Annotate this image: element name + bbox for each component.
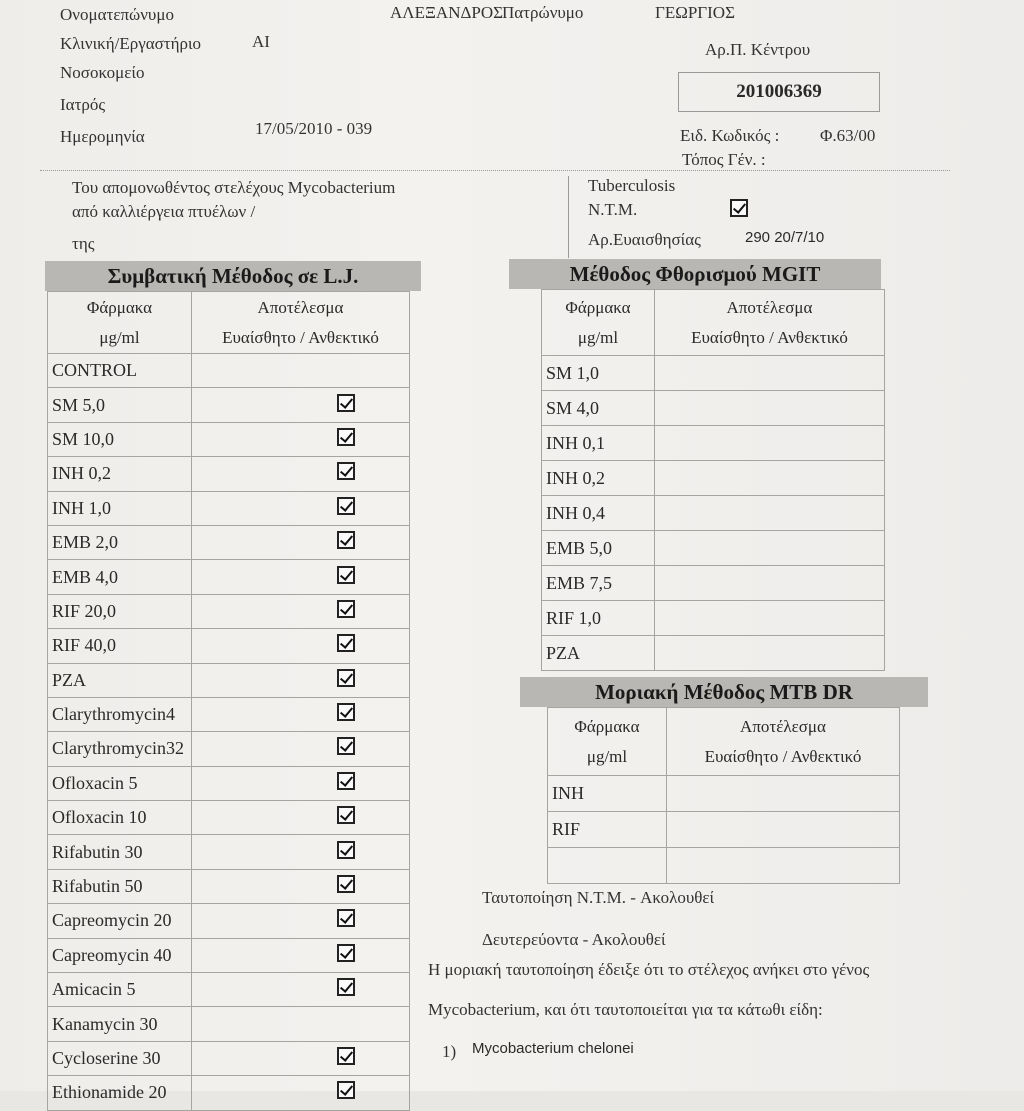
lj-drug-cell: [48, 422, 192, 456]
father-name-value: ΓΕΩΡΓΙΟΣ: [655, 3, 735, 22]
lj-result-cell: [192, 491, 410, 525]
lj-drug-label: Clarythromycin32: [52, 738, 184, 759]
lj-drug-label: Ofloxacin 5: [52, 772, 138, 793]
lj-result-cell: [192, 422, 410, 456]
lj-drug-label: INH 1,0: [52, 497, 111, 518]
lj-table-row: [48, 1076, 410, 1110]
molecular-note-line-1: Η μοριακή ταυτοποίηση έδειξε ότι το στέλεχος ανήκει στο γένος: [428, 960, 870, 979]
checked-box-icon: [337, 737, 355, 755]
place-label: Τόπος Γέν. :: [682, 150, 766, 169]
mgit-table-row: [542, 496, 885, 531]
mtb-col-drug-header: [548, 708, 667, 776]
lj-drug-label: Ethionamide 20: [52, 1082, 167, 1103]
lj-drug-cell: [48, 525, 192, 559]
lj-table-row: [48, 422, 410, 456]
lj-drug-cell: [48, 938, 192, 972]
lj-drug-cell: [48, 766, 192, 800]
mtb-col-result-options: Ευαίσθητο / Ανθεκτικό: [704, 746, 862, 766]
mgit-drug-cell: [542, 601, 655, 636]
mgit-result-cell: [655, 426, 885, 461]
header-divider: [40, 170, 950, 171]
strain-line-2: από καλλιέργεια πτυέλων /: [72, 202, 256, 221]
lj-drug-cell: [48, 457, 192, 491]
center-no-value: 201006369: [736, 81, 822, 102]
lj-table-row: [48, 732, 410, 766]
mgit-result-cell: [655, 636, 885, 671]
date-value: 17/05/2010 - 039: [255, 119, 373, 138]
lj-result-cell: [192, 629, 410, 663]
name-label: Ονοματεπώνυμο: [60, 5, 174, 24]
lj-drug-label: EMB 2,0: [52, 532, 119, 553]
mgit-drug-cell: [542, 496, 655, 531]
mgit-drug-cell: [542, 426, 655, 461]
mgit-drug-label: SM 1,0: [546, 362, 600, 383]
mgit-table-row: [542, 461, 885, 496]
mtb-table-row: [548, 776, 900, 812]
lj-col-drug-title: Φάρμακα: [86, 297, 153, 317]
lj-drug-cell: [48, 354, 192, 388]
lj-table-row: [48, 594, 410, 628]
mgit-drug-cell: [542, 566, 655, 601]
lj-drug-cell: [48, 629, 192, 663]
center-no-box: [678, 72, 880, 112]
mgit-col-drug-header: [542, 290, 655, 356]
lj-drug-cell: [48, 560, 192, 594]
mgit-table-row: [542, 566, 885, 601]
father-name-label: Πατρώνυμο: [502, 3, 584, 22]
checked-box-icon: [337, 944, 355, 962]
mtb-result-cell: [667, 812, 900, 848]
lj-drug-label: Cycloserine 30: [52, 1048, 161, 1068]
checked-box-icon: [337, 909, 355, 927]
lj-table-row: [48, 491, 410, 525]
special-code-value: Φ.63/00: [820, 126, 876, 145]
mtb-col-result-title: Αποτέλεσμα: [740, 716, 826, 736]
secondary-note: Δευτερεύοντα - Ακολουθεί: [482, 930, 666, 949]
checked-box-icon: [337, 462, 355, 480]
lj-drug-cell: [48, 835, 192, 869]
first-name-value: ΑΛΕΞΑΝΔΡΟΣ: [390, 3, 504, 22]
lj-result-cell: [192, 457, 410, 491]
mgit-section-title: Μέθοδος Φθορισμού MGIT: [509, 259, 881, 289]
sensitivity-no-label: Αρ.Ευαισθησίας: [588, 230, 701, 249]
checked-box-icon: [337, 531, 355, 549]
mgit-result-cell: [655, 461, 885, 496]
lj-result-cell: [192, 1041, 410, 1075]
mgit-table-row: [542, 391, 885, 426]
special-code-label: Ειδ. Κωδικός :: [680, 126, 780, 145]
mgit-drug-label: INH 0,4: [546, 502, 605, 523]
lj-drug-label: Capreomycin 40: [52, 944, 172, 965]
lj-drug-label: PZA: [52, 669, 87, 690]
mgit-drug-cell: [542, 461, 655, 496]
lj-drug-label: INH 0,2: [52, 463, 111, 484]
mtb-col-result-header: [667, 708, 900, 776]
lj-result-cell: [192, 1076, 410, 1110]
lj-drug-label: Amicacin 5: [52, 979, 136, 1000]
lj-col-result-header: [192, 292, 410, 354]
lj-table: [47, 291, 410, 1111]
lj-table-row: [48, 697, 410, 731]
lj-table-row: [48, 938, 410, 972]
checked-box-icon: [337, 600, 355, 618]
lj-drug-cell: [48, 663, 192, 697]
lj-result-cell: [192, 663, 410, 697]
mtb-section-title: Μοριακή Μέθοδος MTB DR: [520, 677, 928, 707]
checked-box-icon: [337, 806, 355, 824]
molecular-note-line-2: Mycobacterium, και ότι ταυτοποιείται για τα κάτωθι είδη:: [428, 1000, 823, 1019]
clinic-value: ΑΙ: [252, 32, 270, 51]
mgit-result-cell: [655, 496, 885, 531]
lj-drug-label: Capreomycin 20: [52, 910, 172, 931]
lj-drug-label: SM 5,0: [52, 394, 106, 415]
lj-drug-cell: [48, 1041, 192, 1075]
lj-table-row: [48, 801, 410, 835]
hospital-label: Νοσοκομείο: [60, 63, 145, 82]
lj-table-row: [48, 766, 410, 800]
mgit-drug-label: PZA: [546, 642, 581, 663]
mgit-drug-label: EMB 7,5: [546, 572, 613, 593]
lj-drug-label: Rifabutin 50: [52, 876, 143, 897]
species-item-number: 1): [442, 1042, 457, 1061]
lj-result-cell: [192, 1007, 410, 1041]
lj-table-row: [48, 663, 410, 697]
lj-result-cell: [192, 766, 410, 800]
lj-drug-cell: [48, 697, 192, 731]
checked-box-icon: [337, 669, 355, 687]
lj-drug-label: SM 10,0: [52, 428, 115, 449]
lj-drug-label: RIF 40,0: [52, 635, 117, 656]
tuberculosis-label: Tuberculosis: [588, 176, 676, 195]
lj-result-cell: [192, 869, 410, 903]
lj-section-title: Συμβατική Μέθοδος σε L.J.: [45, 261, 421, 291]
lj-result-cell: [192, 354, 410, 388]
lj-result-cell: [192, 835, 410, 869]
mgit-drug-label: INH 0,2: [546, 467, 605, 488]
mtb-table-row: [548, 812, 900, 848]
lj-result-cell: [192, 697, 410, 731]
mgit-result-cell: [655, 601, 885, 636]
date-label: Ημερομηνία: [60, 127, 145, 146]
checked-box-icon: [337, 772, 355, 790]
checked-box-icon: [337, 875, 355, 893]
checked-box-icon: [337, 1081, 355, 1099]
lj-drug-label: Ofloxacin 10: [52, 807, 147, 828]
checked-box-icon: [337, 497, 355, 515]
strain-divider: [568, 176, 569, 258]
mgit-col-result-title: Αποτέλεσμα: [726, 297, 813, 317]
lj-drug-cell: [48, 1007, 192, 1041]
mgit-drug-cell: [542, 391, 655, 426]
strain-line-3: της: [72, 234, 95, 253]
lj-drug-label: Kanamycin 30: [52, 1013, 158, 1034]
checked-box-icon: [337, 1047, 355, 1065]
checked-box-icon: [337, 841, 355, 859]
lj-drug-cell: [48, 1076, 192, 1110]
mgit-drug-cell: [542, 531, 655, 566]
mgit-col-drug-unit: μg/ml: [577, 327, 619, 347]
lj-col-drug-header: [48, 292, 192, 354]
lj-drug-label: RIF 20,0: [52, 600, 117, 621]
lj-result-cell: [192, 973, 410, 1007]
lj-drug-cell: [48, 388, 192, 422]
lj-table-row: [48, 388, 410, 422]
checked-box-icon: [337, 978, 355, 996]
mgit-drug-label: INH 0,1: [546, 432, 605, 453]
mtb-table-row: [548, 848, 900, 884]
lj-table-row: [48, 835, 410, 869]
lj-result-cell: [192, 560, 410, 594]
checked-box-icon: [337, 703, 355, 721]
lj-col-result-title: Αποτέλεσμα: [257, 297, 344, 317]
checked-box-icon: [337, 428, 355, 446]
mgit-table-row: [542, 636, 885, 671]
lj-table-row: [48, 869, 410, 903]
lj-table-row: [48, 457, 410, 491]
ntm-checkbox-icon: [730, 199, 748, 217]
mgit-col-result-options: Ευαίσθητο / Ανθεκτικό: [691, 327, 848, 347]
mgit-result-cell: [655, 356, 885, 391]
mgit-drug-label: SM 4,0: [546, 397, 600, 418]
lj-drug-label: EMB 4,0: [52, 566, 119, 587]
mgit-table-row: [542, 426, 885, 461]
checked-box-icon: [337, 634, 355, 652]
lj-table-row: [48, 904, 410, 938]
mgit-table-row: [542, 356, 885, 391]
mgit-drug-cell: [542, 356, 655, 391]
lj-table-row: [48, 354, 410, 388]
clinic-label: Κλινική/Εργαστήριο: [60, 34, 202, 53]
mtb-drug-cell: [548, 812, 667, 848]
sensitivity-no-value: 290 20/7/10: [745, 229, 825, 246]
lj-drug-cell: [48, 732, 192, 766]
mtb-drug-cell: [548, 848, 667, 884]
mtb-table: [547, 707, 900, 884]
lj-drug-label: Rifabutin 30: [52, 841, 143, 862]
doctor-label: Ιατρός: [60, 95, 106, 114]
mtb-result-cell: [667, 776, 900, 812]
mtb-drug-cell: [548, 776, 667, 812]
mtb-col-drug-unit: μg/ml: [586, 746, 628, 766]
lj-table-row: [48, 1041, 410, 1075]
mgit-table-row: [542, 531, 885, 566]
mgit-table: [541, 289, 885, 671]
lj-result-cell: [192, 938, 410, 972]
lj-drug-cell: [48, 594, 192, 628]
lj-result-cell: [192, 594, 410, 628]
lj-drug-cell: [48, 869, 192, 903]
checked-box-icon: [337, 566, 355, 584]
lj-result-cell: [192, 525, 410, 559]
species-item-1: Mycobacterium chelonei: [472, 1040, 634, 1057]
lj-drug-cell: [48, 973, 192, 1007]
mtb-result-cell: [667, 848, 900, 884]
ntm-identification-note: Ταυτοποίηση N.T.M. - Ακολουθεί: [482, 888, 715, 907]
lj-result-cell: [192, 801, 410, 835]
lj-result-cell: [192, 388, 410, 422]
lj-table-row: [48, 973, 410, 1007]
center-no-label: Αρ.Π. Κέντρου: [705, 40, 811, 59]
mtb-drug-label: INH: [552, 783, 584, 803]
mtb-col-drug-title: Φάρμακα: [574, 716, 640, 736]
mgit-result-cell: [655, 566, 885, 601]
lj-drug-label: Clarythromycin4: [52, 704, 175, 725]
mgit-drug-label: EMB 5,0: [546, 537, 613, 558]
lj-table-row: [48, 525, 410, 559]
mgit-result-cell: [655, 391, 885, 426]
mgit-col-result-header: [655, 290, 885, 356]
mgit-result-cell: [655, 531, 885, 566]
checked-box-icon: [337, 394, 355, 412]
lj-table-row: [48, 1007, 410, 1041]
lj-table-row: [48, 560, 410, 594]
ntm-label: N.T.M.: [588, 200, 638, 219]
lj-drug-cell: [48, 801, 192, 835]
lj-col-result-options: Ευαίσθητο / Ανθεκτικό: [222, 327, 379, 347]
lj-drug-cell: [48, 491, 192, 525]
mtb-drug-label: RIF: [552, 819, 581, 839]
lj-drug-label: CONTROL: [52, 360, 137, 381]
lj-col-drug-unit: μg/ml: [99, 327, 140, 347]
mgit-drug-label: RIF 1,0: [546, 607, 602, 628]
lj-drug-cell: [48, 904, 192, 938]
mgit-table-row: [542, 601, 885, 636]
lj-result-cell: [192, 732, 410, 766]
mgit-col-drug-title: Φάρμακα: [565, 297, 631, 317]
lj-result-cell: [192, 904, 410, 938]
strain-line-1: Του απομονωθέντος στελέχους Mycobacterium: [72, 178, 396, 197]
mgit-drug-cell: [542, 636, 655, 671]
lj-table-row: [48, 629, 410, 663]
